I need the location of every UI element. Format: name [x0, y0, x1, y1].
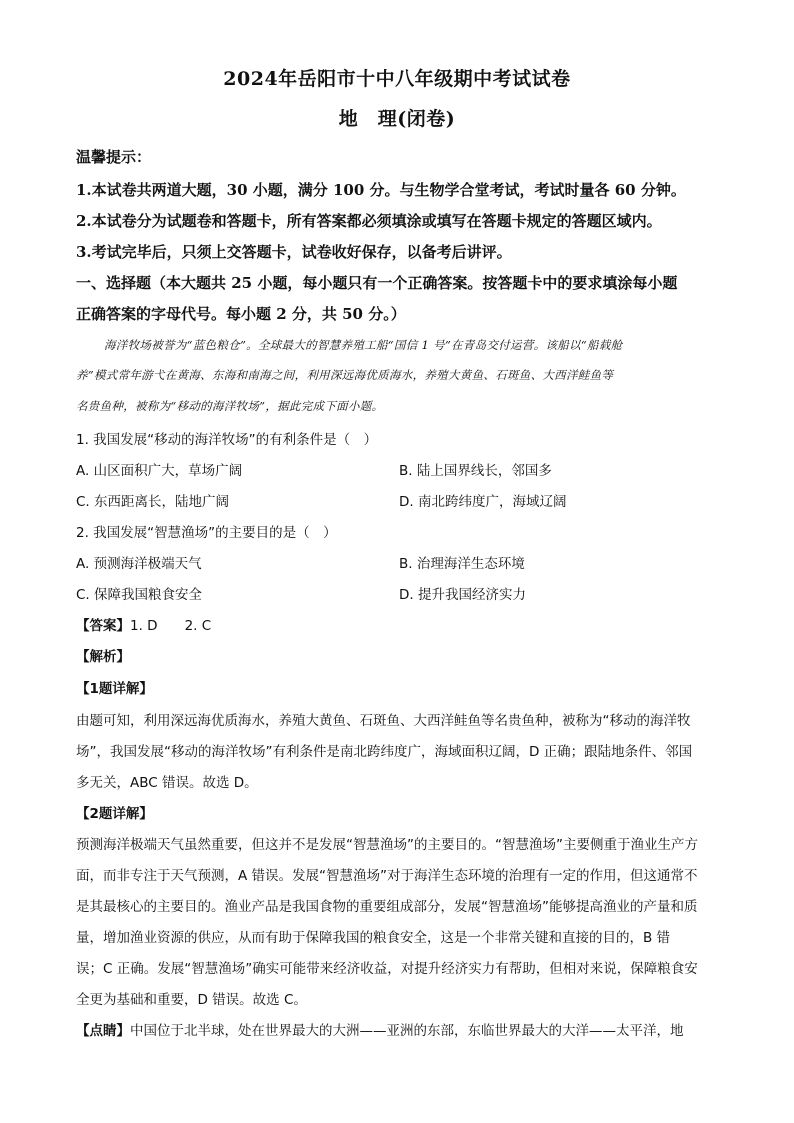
detail-2-line-4: 量，增加渔业资源的供应，从而有助于保障我国的粮食安全，这是一个非常关键和直接的目的，B 错 [76, 930, 671, 946]
detail-2-line-6: 全更为基础和重要，D 错误。故选 C。 [76, 992, 307, 1008]
detail-2-tag: 【2题详解】 [76, 806, 153, 822]
section-heading-line-2: 正确答案的字母代号。每小题 2 分，共 50 分。） [76, 305, 406, 323]
analysis-tag: 【解析】 [76, 649, 130, 665]
detail-1-line-3: 多无关，ABC 错误。故选 D。 [76, 775, 258, 791]
note-tag: 【点睛】 [76, 1023, 130, 1039]
detail-1-line-1: 由题可知，利用深远海优质海水，养殖大黄鱼、石斑鱼、大西洋鲑鱼等名贵鱼种，被称为“移动的海洋牧 [76, 713, 691, 729]
answer-text: 1. D 2. C [130, 618, 212, 634]
detail-2-line-2: 面，而非专注于天气预测，A 错误。发展“智慧渔场”对于海洋生态环境的治理有一定的作用，但这通常不 [76, 868, 698, 884]
section-heading-line-1: 一、选择题（本大题共 25 小题，每小题只有一个正确答案。按答题卡中的要求填涂每小题 [76, 274, 678, 292]
question-2-option-b: B. 治理海洋生态环境 [399, 556, 525, 572]
answer-tag: 【答案】 [76, 618, 130, 634]
notice-item-2: 2.本试卷分为试题卷和答题卡，所有答案都必须填涂或填写在答题卡规定的答题区域内。 [76, 212, 662, 230]
detail-2-line-3: 是其最核心的主要目的。渔业产品是我国食物的重要组成部分，发展“智慧渔场”能够提高渔业的产量和质 [76, 899, 698, 915]
detail-2-line-1: 预测海洋极端天气虽然重要，但这并不是发展“智慧渔场”的主要目的。“智慧渔场”主要侧重于渔业生产方 [76, 837, 698, 853]
question-2-option-c: C. 保障我国粮食安全 [76, 587, 203, 603]
question-2-option-a: A. 预测海洋极端天气 [76, 556, 202, 572]
answer-line [76, 614, 211, 634]
notice-label: 温馨提示： [76, 148, 152, 166]
passage-line-1: 海洋牧场被誉为“蓝色粮仓”。全球最大的智慧养殖工船“国信 1 号”在青岛交付运营。该船以“船载舱 [104, 338, 623, 352]
notice-item-3: 3.考试完毕后，只须上交答题卡，试卷收好保存，以备考后讲评。 [76, 243, 512, 261]
subject-title: 地 理(闭卷) [338, 108, 456, 130]
passage-line-2: 养”模式常年游弋在黄海、东海和南海之间，利用深远海优质海水，养殖大黄鱼、石斑鱼、大西洋鲑鱼等 [76, 368, 614, 382]
question-1-option-a: A. 山区面积广大，草场广阔 [76, 463, 243, 479]
exam-title: 2024年岳阳市十中八年级期中考试试卷 [223, 68, 571, 90]
passage-line-3: 名贵鱼种，被称为“移动的海洋牧场”，据此完成下面小题。 [76, 399, 384, 413]
notice-item-1: 1.本试卷共两道大题，30 小题，满分 100 分。与生物学合堂考试，考试时量各 60 分钟。 [76, 181, 686, 199]
note-line [76, 1019, 684, 1039]
detail-1-tag: 【1题详解】 [76, 681, 153, 697]
question-1-option-c: C. 东西距离长，陆地广阔 [76, 494, 230, 510]
question-1-option-b: B. 陆上国界线长，邻国多 [399, 463, 552, 479]
question-1-option-d: D. 南北跨纬度广，海域辽阔 [399, 494, 567, 510]
question-2-stem: 2. 我国发展“智慧渔场”的主要目的是（ ） [76, 525, 337, 541]
question-1-stem: 1. 我国发展“移动的海洋牧场”的有利条件是（ ） [76, 432, 378, 448]
detail-1-line-2: 场”，我国发展“移动的海洋牧场”有利条件是南北跨纬度广，海域面积辽阔，D 正确；跟陆地条件、邻国 [76, 744, 693, 760]
detail-2-line-5: 误；C 正确。发展“智慧渔场”确实可能带来经济收益，对提升经济实力有帮助，但相对来说，保障粮食安 [76, 961, 698, 977]
note-text: 中国位于北半球，处在世界最大的大洲——亚洲的东部，东临世界最大的大洋——太平洋，地 [130, 1023, 684, 1039]
question-2-option-d: D. 提升我国经济实力 [399, 587, 526, 603]
